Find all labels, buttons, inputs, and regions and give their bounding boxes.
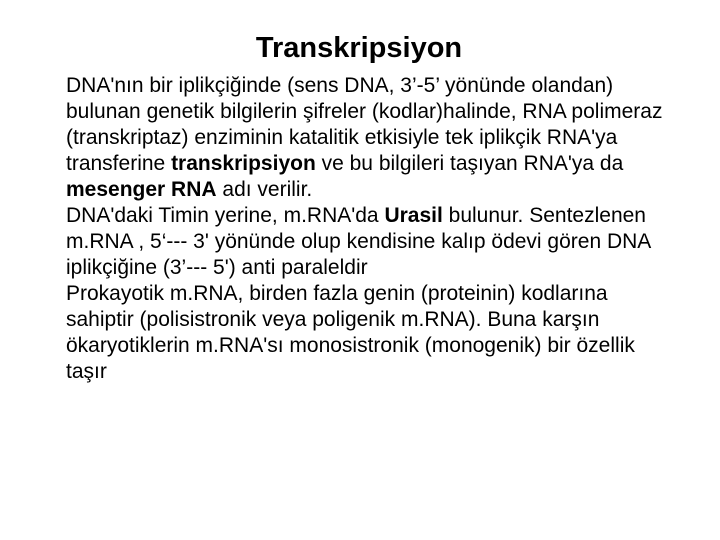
term-transkripsiyon: transkripsiyon (171, 152, 316, 175)
term-urasil: Urasil (384, 204, 443, 227)
paragraph-transcription-definition (66, 73, 666, 203)
slide-body (66, 73, 666, 385)
paragraph-text: bulunur. Sentezlenen m.RNA , 5‘--- 3' yönünde olup kendisine kalıp ödevi gören DNA iplikçiğine (3’--- 5') anti paraleldir (66, 204, 651, 279)
paragraph-text: DNA'nın bir iplikçiğinde (sens DNA, 3’-5’ yönünde olandan) bulunan genetik bilgilerin şifreler (kodlar)halinde, RNA polimeraz (transkriptaz) enziminin katalitik etkisiyle tek iplikçik RNA'ya transferine (66, 74, 663, 175)
paragraph-prokaryotic-mrna (66, 281, 666, 385)
slide-title: Transkripsiyon (255, 32, 463, 64)
paragraph-text: Prokayotik m.RNA, birden fazla genin (proteinin) kodlarına sahiptir (polisistronik veya poligenik m.RNA). Buna karşın ökaryotiklerin m.RNA'sı monosistronik (monogenik) bir özellik taşır (66, 282, 635, 383)
paragraph-text: DNA'daki Timin yerine, m.RNA'da (66, 204, 385, 227)
paragraph-text: ve bu bilgileri taşıyan RNA'ya da (315, 152, 624, 175)
term-mesenger-rna: mesenger RNA (66, 178, 217, 201)
paragraph-urasil (66, 203, 666, 281)
paragraph-text: adı verilir. (216, 178, 313, 201)
